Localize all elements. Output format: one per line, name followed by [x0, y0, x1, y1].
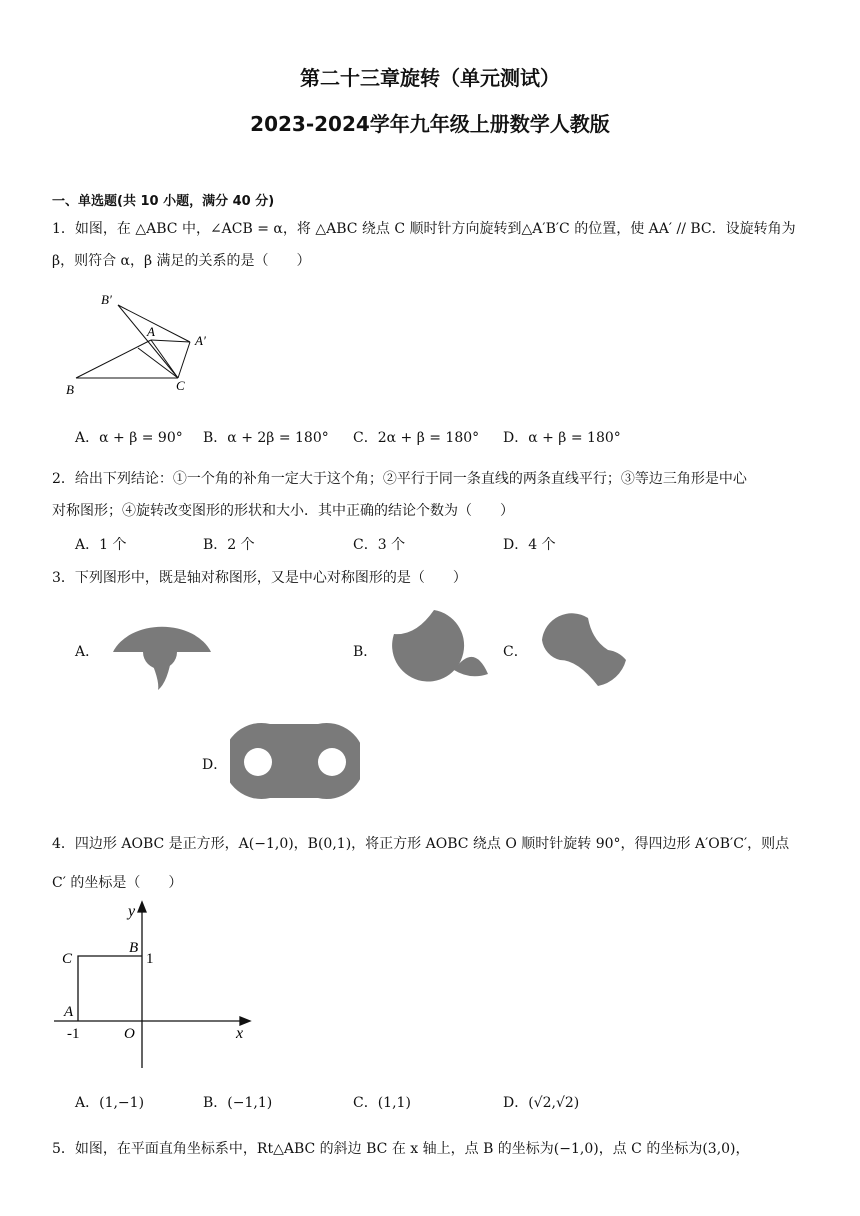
q3-option-c[interactable]: C． — [503, 644, 528, 660]
q4-figure — [50, 898, 260, 1073]
q4-label-b: B — [129, 940, 139, 956]
q3-shape-a — [108, 610, 218, 695]
q1-label-bprime: B′ — [101, 292, 112, 307]
q4-label-origin: O — [124, 1026, 135, 1042]
q1-label-a: A — [147, 324, 155, 339]
q2-stem-line1: 2．给出下列结论：①一个角的补角一定大于这个角；②平行于同一条直线的两条直线平行；③等边三角形是中心 — [52, 471, 747, 487]
q3-shape-b — [386, 606, 496, 686]
q5-stem-line1: 5．如图，在平面直角坐标系中，Rt△ABC 的斜边 BC 在 x 轴上，点 B 的坐标为(−1,0)，点 C 的坐标为(3,0)， — [52, 1141, 750, 1157]
q4-stem-line2: C′ 的坐标是（ ） — [52, 875, 183, 891]
q2-option-a[interactable]: A．1 个 — [75, 537, 127, 553]
q1-stem-line1: 1．如图，在 △ABC 中，∠ACB = α，将 △ABC 绕点 C 顺时针方向旋转到△A′B′C 的位置，使 AA′ // BC．设旋转角为 — [52, 221, 796, 237]
q2-option-b[interactable]: B．2 个 — [203, 537, 255, 553]
page-subtitle: 2023-2024学年九年级上册数学人教版 — [250, 112, 610, 136]
q1-option-d[interactable]: D．α + β = 180° — [503, 430, 621, 446]
q4-stem-line1: 4．四边形 AOBC 是正方形，A(−1,0)，B(0,1)，将正方形 AOBC 绕点 O 顺时针旋转 90°，得四边形 A′OB′C′，则点 — [52, 836, 790, 852]
q1-figure — [58, 290, 228, 400]
q4-label-neg-one: -1 — [67, 1026, 80, 1042]
q1-stem-line2: β，则符合 α，β 满足的关系的是（ ） — [52, 253, 311, 269]
q3-shape-c — [538, 610, 633, 690]
q2-option-c[interactable]: C．3 个 — [353, 537, 406, 553]
q3-option-b[interactable]: B． — [353, 644, 378, 660]
q4-label-x-axis: x — [236, 1025, 244, 1042]
q1-label-c: C — [176, 378, 185, 393]
section-heading: 一、单选题(共 10 小题，满分 40 分) — [52, 194, 275, 209]
q4-label-c: C — [62, 951, 73, 967]
q4-option-b[interactable]: B．(−1,1) — [203, 1095, 273, 1111]
q2-stem-line2: 对称图形；④旋转改变图形的形状和大小．其中正确的结论个数为（ ） — [52, 503, 514, 519]
q4-label-one: 1 — [146, 951, 154, 967]
q4-option-c[interactable]: C．(1,1) — [353, 1095, 411, 1111]
q1-label-aprime: A′ — [195, 333, 206, 348]
q3-option-a[interactable]: A． — [75, 644, 100, 660]
page-title: 第二十三章旋转（单元测试） — [300, 66, 560, 90]
q4-option-a[interactable]: A．(1,−1) — [75, 1095, 145, 1111]
q1-option-c[interactable]: C．2α + β = 180° — [353, 430, 480, 446]
q1-label-b: B — [66, 382, 74, 397]
q3-stem-line1: 3．下列图形中，既是轴对称图形，又是中心对称图形的是（ ） — [52, 570, 467, 586]
q2-option-d[interactable]: D．4 个 — [503, 537, 556, 553]
q3-shape-d — [230, 722, 360, 802]
q4-option-d[interactable]: D．(√2,√2) — [503, 1095, 580, 1111]
q1-option-b[interactable]: B．α + 2β = 180° — [203, 430, 329, 446]
q4-label-a: A — [64, 1004, 74, 1020]
q1-option-a[interactable]: A．α + β = 90° — [75, 430, 183, 446]
q4-label-y-axis: y — [128, 903, 136, 920]
q3-option-d[interactable]: D． — [202, 757, 228, 773]
